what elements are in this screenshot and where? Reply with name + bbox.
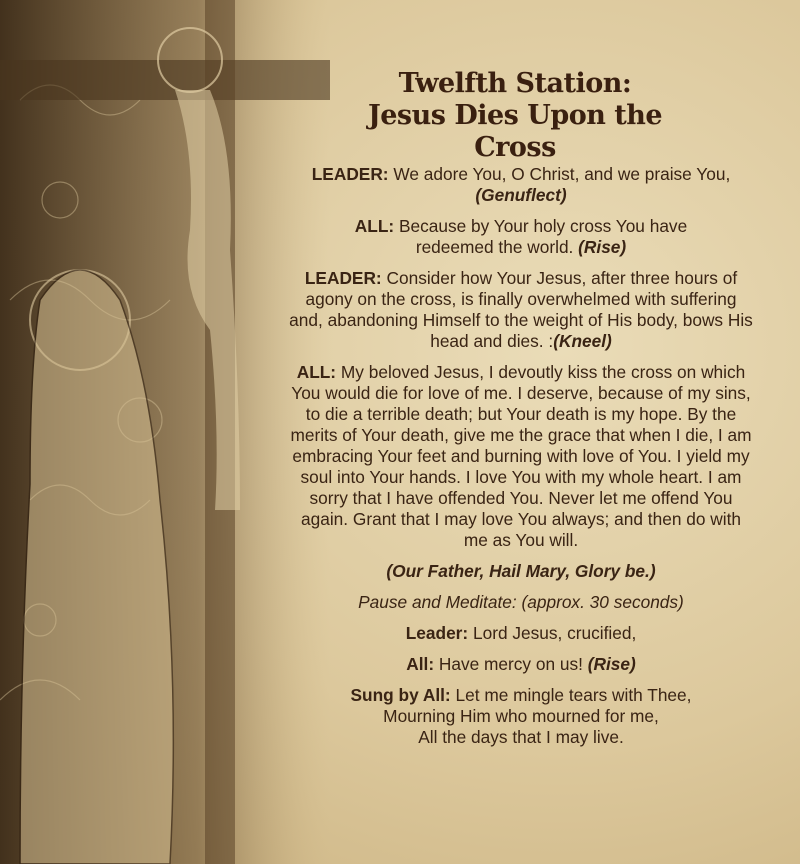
all-response — [288, 216, 754, 258]
leader-meditation — [288, 268, 754, 352]
verse-line: Mourning Him who mourned for me, — [383, 706, 659, 726]
prayer-line: My beloved Jesus, I devoutly kiss the cross on which You would die for love of me. I deserve, because of my sins, to die a terrible death; but Your death is my hope. By the merits of Your death, give me the grace that when I die, I am embracing Your feet and burning with love of You. I yield my soul into Your hands. I love You with my whole heart. I am sorry that I have offended You. Never let me offend You again. Grant that I may love You always; and then do with me as You will. — [290, 362, 752, 550]
pause-instruction: Pause and Meditate: (approx. 30 seconds) — [358, 592, 684, 612]
verse-line: Let me mingle tears with Thee, — [450, 685, 692, 705]
rubric-cue: (Genuflect) — [475, 185, 567, 205]
title-line-2: Jesus Dies Upon the Cross — [367, 100, 663, 163]
speaker-label: ALL: — [354, 216, 395, 236]
rubric-cue: (Rise) — [587, 654, 636, 674]
prayer-line: Because by Your holy cross You have redeemed the world. — [394, 216, 688, 257]
prayer-line: We adore You, O Christ, and we praise You, — [388, 164, 731, 184]
verse-line: All the days that I may live. — [418, 727, 624, 747]
prayer-text — [288, 164, 754, 758]
rubric-cue: (Rise) — [578, 237, 627, 257]
title-line-1: Twelfth Station: — [398, 68, 632, 99]
speaker-label: ALL: — [296, 362, 337, 382]
leader-versicle — [288, 623, 754, 644]
rubric-cue: (Kneel) — [553, 331, 612, 351]
prayers-list: (Our Father, Hail Mary, Glory be.) — [386, 561, 656, 581]
sung-verse — [288, 685, 754, 748]
speaker-label: LEADER: — [304, 268, 382, 288]
prayer-line: Consider how Your Jesus, after three hours of agony on the cross, is finally overwhelmed with suffering and, abandoning Himself to the weight of His body, bows His head and dies. : — [289, 268, 753, 351]
leader-adoration — [288, 164, 754, 206]
speaker-label: Leader: — [405, 623, 469, 643]
crucifixion-illustration — [0, 0, 330, 864]
speaker-label: Sung by All: — [350, 685, 451, 705]
prayer-line: Lord Jesus, crucified, — [468, 623, 637, 643]
speaker-label: LEADER: — [311, 164, 389, 184]
all-prayer — [288, 362, 754, 551]
all-versicle — [288, 654, 754, 675]
prayer-line: Have mercy on us! — [434, 654, 588, 674]
speaker-label: All: — [406, 654, 435, 674]
station-title — [330, 68, 700, 164]
